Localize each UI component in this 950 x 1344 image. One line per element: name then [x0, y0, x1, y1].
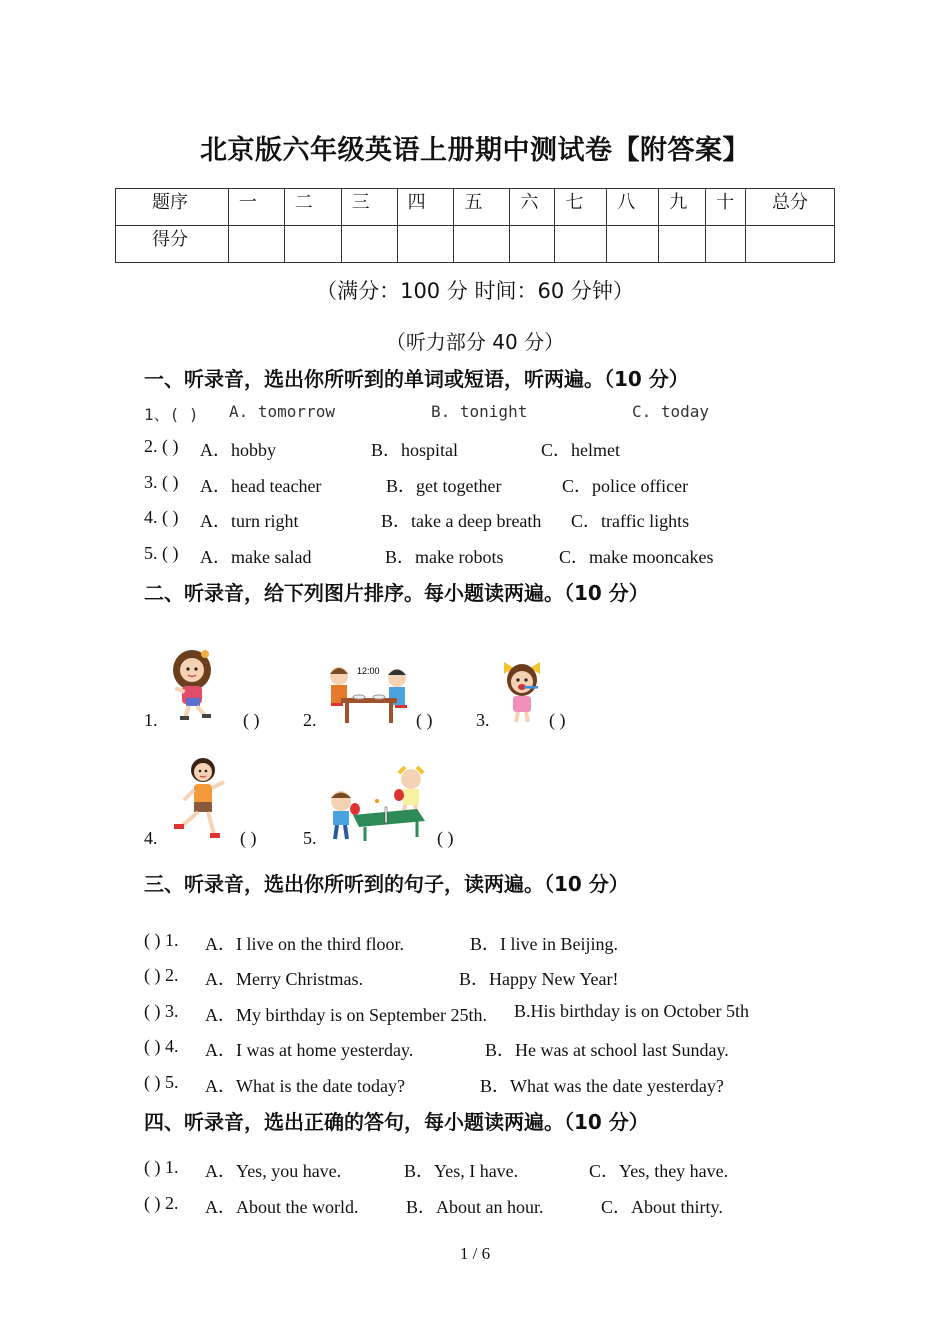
clock-text: 12:00 [357, 666, 380, 676]
answer-blank[interactable]: ( ) [437, 828, 454, 848]
option-c: C．make mooncakes [559, 547, 714, 567]
section-4-heading: 四、听录音，选出正确的答句，每小题读两遍。（10 分） [144, 1110, 649, 1134]
table-cell: 三 [341, 189, 397, 226]
score-blank-cell[interactable] [341, 226, 397, 263]
option-a: A．I was at home yesterday. [205, 1040, 414, 1060]
table-cell: 总分 [746, 189, 835, 226]
table-cell: 五 [454, 189, 510, 226]
picture-label: 2. [303, 710, 317, 730]
table-cell: 七 [555, 189, 607, 226]
question-number: ( ) 3. [144, 1001, 179, 1021]
option-b: B．hospital [371, 440, 459, 460]
option-a: A．I live on the third floor. [205, 934, 404, 954]
score-blank-cell[interactable] [510, 226, 555, 263]
kids-playing-table-tennis-illustration [325, 765, 431, 843]
kids-at-dinner-table-illustration [325, 660, 411, 726]
question-number: 5. ( ) [144, 543, 179, 563]
option-a: A．Merry Christmas. [205, 969, 363, 989]
question-number: ( ) 1. [144, 930, 179, 950]
table-cell: 一 [228, 189, 284, 226]
score-blank-cell[interactable] [607, 226, 659, 263]
score-blank-cell[interactable] [228, 226, 284, 263]
table-cell: 得分 [116, 226, 229, 263]
option-c: C．About thirty. [601, 1197, 723, 1217]
table-cell: 二 [284, 189, 341, 226]
table-cell: 题序 [116, 189, 229, 226]
score-blank-cell[interactable] [659, 226, 706, 263]
table-cell: 九 [659, 189, 706, 226]
option-b: B．get together [386, 476, 502, 496]
question-number: 4. ( ) [144, 507, 179, 527]
score-blank-cell[interactable] [454, 226, 510, 263]
table-cell: 十 [706, 189, 746, 226]
score-table-header-row [116, 189, 835, 226]
answer-blank[interactable]: ( ) [416, 710, 433, 730]
question-number: 2. ( ) [144, 436, 179, 456]
option-c: C. today [632, 402, 710, 421]
table-cell: 六 [510, 189, 555, 226]
table-cell: 八 [607, 189, 659, 226]
page-number: 1 / 6 [459, 1244, 491, 1263]
question-number: ( ) 1. [144, 1157, 179, 1177]
option-b: B．take a deep breath [381, 511, 542, 531]
option-b: B．make robots [385, 547, 504, 567]
score-blank-cell[interactable] [284, 226, 341, 263]
answer-blank[interactable]: ( ) [240, 828, 257, 848]
question-number: ( ) 4. [144, 1036, 179, 1056]
option-a: A. tomorrow [229, 402, 335, 421]
option-b: B.His birthday is on October 5th [514, 1001, 749, 1021]
option-c: C．traffic lights [571, 511, 690, 531]
score-table [115, 188, 835, 263]
answer-blank[interactable]: ( ) [243, 710, 260, 730]
table-cell: 四 [397, 189, 454, 226]
answer-blank[interactable]: ( ) [549, 710, 566, 730]
option-b: B．Yes, I have. [404, 1161, 519, 1181]
option-a: A．head teacher [200, 476, 322, 496]
girl-brushing-teeth-illustration [498, 656, 546, 726]
option-b: B．I live in Beijing. [470, 934, 618, 954]
section-3-heading: 三、听录音，选出你所听到的句子，读两遍。（10 分） [144, 872, 629, 896]
option-b: B．About an hour. [406, 1197, 544, 1217]
option-b: B．Happy New Year! [459, 969, 619, 989]
option-c: C．police officer [562, 476, 689, 496]
section-1-heading: 一、听录音，选出你所听到的单词或短语，听两遍。（10 分） [144, 367, 689, 391]
question-number: ( ) 2. [144, 1193, 179, 1213]
option-b: B．What was the date yesterday? [480, 1076, 724, 1096]
option-a: A．hobby [200, 440, 276, 460]
question-number: ( ) 2. [144, 965, 179, 985]
option-b: B．He was at school last Sunday. [485, 1040, 729, 1060]
option-b: B. tonight [431, 402, 528, 421]
picture-label: 4. [144, 828, 158, 848]
picture-label: 1. [144, 710, 158, 730]
score-table-score-row [116, 226, 835, 263]
score-blank-cell[interactable] [746, 226, 835, 263]
option-a: A．Yes, you have. [205, 1161, 342, 1181]
score-blank-cell[interactable] [397, 226, 454, 263]
option-c: C．helmet [541, 440, 620, 460]
option-a: A．What is the date today? [205, 1076, 405, 1096]
girl-walking-illustration [165, 648, 221, 724]
option-a: A．About the world. [205, 1197, 359, 1217]
option-c: C．Yes, they have. [589, 1161, 729, 1181]
question-number: 3. ( ) [144, 472, 179, 492]
option-a: A．make salad [200, 547, 312, 567]
picture-label: 3. [476, 710, 490, 730]
option-a: A．turn right [200, 511, 299, 531]
question-number: ( ) 5. [144, 1072, 179, 1092]
listening-part-header: （听力部分 40 分） [385, 330, 565, 354]
girl-running-illustration [170, 756, 230, 842]
option-a: A．My birthday is on September 25th. [205, 1005, 487, 1025]
score-blank-cell[interactable] [555, 226, 607, 263]
section-2-heading: 二、听录音，给下列图片排序。每小题读两遍。（10 分） [144, 581, 649, 605]
score-blank-cell[interactable] [706, 226, 746, 263]
picture-label: 5. [303, 828, 317, 848]
question-number: 1、( ) [144, 405, 199, 424]
score-time-note: （满分：100 分 时间：60 分钟） [316, 279, 634, 303]
page-title: 北京版六年级英语上册期中测试卷【附答案】 [200, 135, 750, 166]
